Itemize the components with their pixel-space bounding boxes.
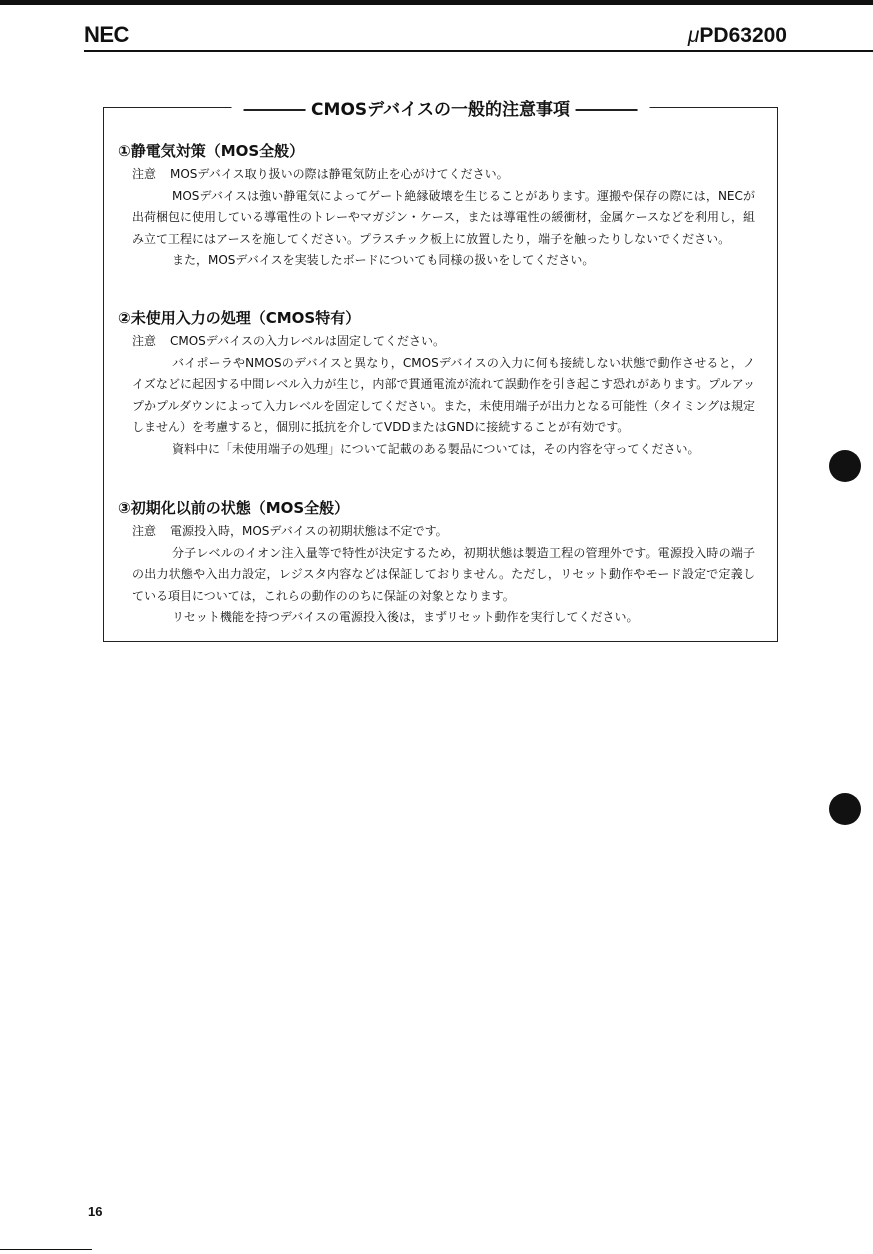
caution-text: MOSデバイス取り扱いの際は静電気防止を心がけてください。	[170, 167, 509, 181]
caution-line	[132, 164, 755, 186]
caution-line	[132, 521, 755, 543]
section-static	[118, 141, 755, 272]
section-paragraph: リセット機能を持つデバイスの電源投入後は，まずリセット動作を実行してください。	[172, 610, 639, 625]
section-heading: ①静電気対策（MOS全般）	[118, 142, 305, 160]
header-rule	[84, 50, 873, 52]
caution-line	[132, 331, 755, 353]
notice-title	[231, 95, 650, 120]
section-paragraph: 資料中に「未使用端子の処理」について記載のある製品については，その内容を守ってください。	[172, 441, 700, 456]
section-paragraph: バイポーラやNMOSのデバイスと異なり，CMOSデバイスの入力に何も接続しない状態で動作させると，ノイズなどに起因する中間レベル入力が生じ，内部で貫通電流が流れて誤動作を引き起こす恐れがあります。プルアップかプルダウンによって入力レベルを固定してください。また，未使用端子が出力となる可能性（タイミングは規定しません）を考慮すると，個別に抵抗を介してVDDまたはGNDに接続することが有効です。	[132, 355, 755, 435]
part-prefix: μ	[687, 24, 700, 47]
section-unused-input	[118, 308, 755, 460]
section-heading: ③初期化以前の状態（MOS全般）	[118, 499, 350, 517]
section-initial-state	[118, 498, 755, 629]
caution-label: 注意	[132, 334, 157, 348]
notice-box	[103, 100, 778, 642]
section-paragraph: 分子レベルのイオン注入量等で特性が決定するため，初期状態は製造工程の管理外です。電源投入時の端子の出力状態や入出力設定，レジスタ内容などは保証しておりません。ただし，リセット動作やモード設定で定義している項目については，これらの動作ののちに保証の対象となります。	[132, 545, 755, 603]
caution-text: CMOSデバイスの入力レベルは固定してください。	[170, 334, 445, 348]
caution-label: 注意	[132, 524, 157, 538]
part-number-text: PD63200	[699, 24, 787, 47]
top-rule	[0, 0, 873, 5]
caution-text: 電源投入時，MOSデバイスの初期状態は不定です。	[170, 524, 448, 538]
section-paragraph: MOSデバイスは強い静電気によってゲート絶縁破壊を生じることがあります。運搬や保存の際には，NECが出荷梱包に使用している導電性のトレーやマガジン・ケース，または導電性の緩衝材，金属ケースなどを利用し，組み立て工程にはアースを施してください。プラスチック板上に放置したり，端子を触ったりしないでください。	[132, 188, 755, 246]
notice-title-text: CMOSデバイスの一般的注意事項	[311, 100, 570, 120]
title-rule-left	[243, 109, 305, 111]
binder-hole-mark	[829, 450, 861, 482]
title-rule-right	[576, 109, 638, 111]
footer-rule	[0, 1249, 92, 1250]
binder-hole-mark	[829, 793, 861, 825]
brand-logo: NEC	[84, 22, 129, 47]
part-number	[688, 24, 787, 48]
caution-label: 注意	[132, 167, 157, 181]
section-paragraph: また，MOSデバイスを実装したボードについても同様の扱いをしてください。	[172, 253, 595, 268]
section-heading: ②未使用入力の処理（CMOS特有）	[118, 309, 361, 327]
page-number: 16	[88, 1204, 103, 1219]
